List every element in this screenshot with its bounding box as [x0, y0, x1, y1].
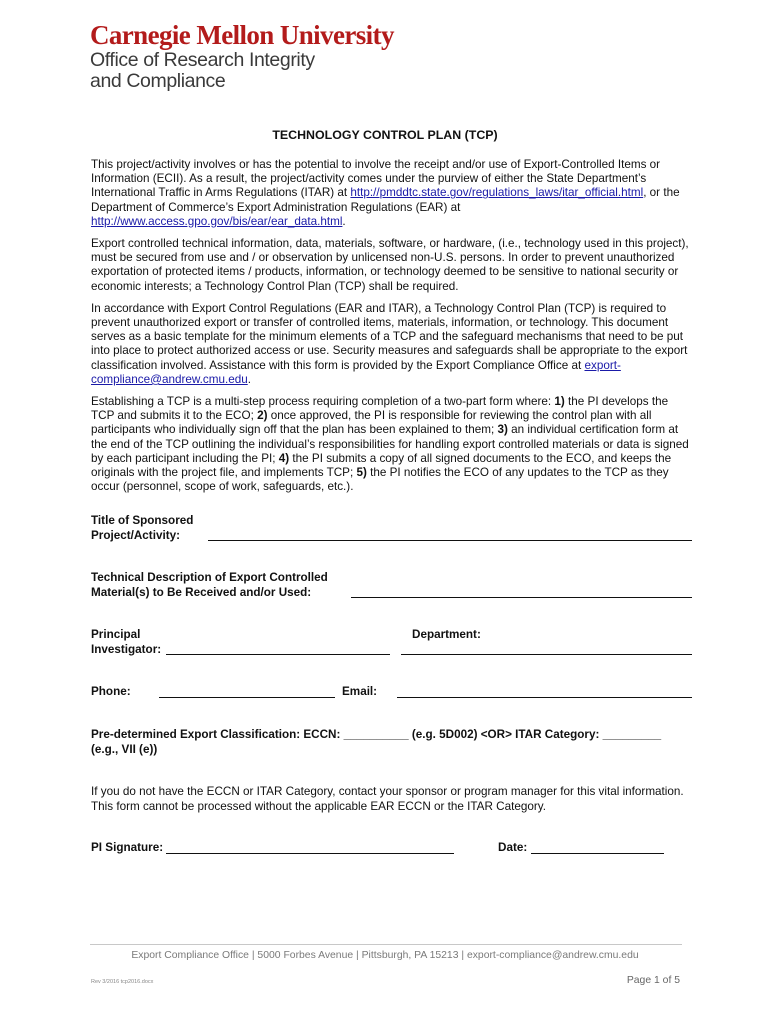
export-classification-line1[interactable]: Pre-determined Export Classification: ECCN: __________ (e.g. 5D002) <OR> ITAR Category: _________ [91, 728, 662, 741]
revision-note: Rev 3/2016 tcp2016.docx [91, 979, 154, 985]
export-classification-label [91, 728, 661, 757]
step-number: 5) [356, 466, 367, 480]
steps-text: the PI develops the TCP and submits it to the ECO; [91, 395, 669, 423]
document-title: TECHNOLOGY CONTROL PLAN (TCP) [272, 128, 498, 142]
step-number: 2) [257, 409, 268, 423]
project-title-label-line1: Title of Sponsored [91, 514, 194, 527]
paragraph-intro [91, 158, 691, 229]
office-line-2: and Compliance [90, 70, 226, 92]
footer-contact: Export Compliance Office | 5000 Forbes Avenue | Pittsburgh, PA 15213 | export-compliance@andrew.cmu.edu [131, 950, 639, 961]
paragraph-steps [91, 395, 691, 494]
date-label: Date: [498, 841, 528, 854]
intro-text-a: This project/activity involves or has the potential to involve the receipt and/or use of Export-Controlled Items or Information (ECII). As a result, the project/activity comes under the purview of either the State Department’s International Traffic in Arms Regulations (ITAR) at [91, 158, 661, 200]
compliance-email-link[interactable]: export-compliance@andrew.cmu.edu [91, 358, 621, 386]
ear-link[interactable]: http://www.access.gpo.gov/bis/ear/ear_data.html [91, 214, 343, 228]
step-number: 4) [278, 451, 290, 465]
pi-label-line2: Investigator: [91, 642, 162, 656]
email-field[interactable] [397, 697, 692, 698]
body-text [91, 158, 691, 502]
intro-text-b: , or the Department of Commerce’s Export Administration Regulations (EAR) at [91, 186, 680, 214]
project-title-label-line2: Project/Activity: [91, 528, 180, 542]
footer-divider [90, 944, 682, 945]
paragraph-security: Export controlled technical information, data, materials, software, or hardware, (i.e., technology used in this project), must be secured from use and / or observation by unlicensed non-U.S. persons. In order to prevent unauthorized exportation of protected items / products, information, or technology deemed to be sensitive to national security or economic interests; a Technology Control Plan (TCP) shall be required. [91, 237, 689, 293]
pi-label-line1: Principal [91, 628, 141, 641]
intro-text-c: . [342, 214, 346, 228]
email-label: Email: [342, 685, 378, 698]
project-title-label [91, 514, 193, 543]
accordance-text-a: In accordance with Export Control Regulations (EAR and ITAR), a Technology Control Plan (TCP) is required to prevent unauthorized export or transfer of controlled items, materials, information, or technology. This document serves as a basic template for the minimum elements of a TCP and the safeguard mechanisms that need to be put into place to protect authorized access or use. Security measures and safeguards shall be appropriate to the export classification involved. Assistance with this form is provided by the Export Compliance Office at [91, 301, 688, 372]
phone-label: Phone: [91, 685, 131, 698]
phone-field[interactable] [159, 697, 335, 698]
accordance-text-b: . [247, 372, 251, 386]
export-classification-line2: (e.g., VII (e)) [91, 742, 158, 756]
department-label: Department: [412, 628, 481, 641]
technical-description-label-line1: Technical Description of Export Controlled [91, 571, 328, 584]
date-field[interactable] [531, 853, 664, 854]
office-name [90, 50, 315, 92]
technical-description-field[interactable] [351, 597, 692, 598]
steps-text: Establishing a TCP is a multi-step process requiring completion of a two-part form where: [91, 395, 555, 409]
steps-text: the PI notifies the ECO of any updates to the TCP as they occur (personnel, scope of work, safeguards, etc.). [91, 466, 669, 494]
steps-text: an individual certification form at the end of the TCP outlining the individual’s responsibilities for handling export controlled materials or data is signed by each participant including the PI; [91, 423, 689, 465]
pi-signature-label: PI Signature: [91, 841, 164, 854]
university-logo: Carnegie Mellon University [90, 20, 394, 50]
paragraph-accordance [91, 302, 691, 387]
pi-signature-field[interactable] [166, 853, 454, 854]
department-field[interactable] [401, 654, 692, 655]
pi-label [91, 628, 161, 657]
step-number: 1) [554, 395, 565, 409]
steps-text: the PI submits a copy of all signed documents to the ECO, and keeps the originals with the project file, and implements TCP; [91, 451, 672, 480]
pi-field[interactable] [166, 654, 390, 655]
page-number: Page 1 of 5 [626, 975, 680, 986]
technical-description-label-line2: Material(s) to Be Received and/or Used: [91, 585, 312, 599]
classification-note: If you do not have the ECCN or ITAR Category, contact your sponsor or program manager for this vital information. This form cannot be processed without the applicable EAR ECCN or the ITAR Category. [91, 785, 684, 813]
project-title-field[interactable] [208, 540, 692, 541]
itar-link[interactable]: http://pmddtc.state.gov/regulations_laws/itar_official.html [350, 186, 644, 200]
step-number: 3) [497, 423, 508, 437]
technical-description-label [91, 571, 328, 600]
office-line-1: Office of Research Integrity [90, 49, 315, 71]
steps-text: once approved, the PI is responsible for reviewing the control plan with all participants who individually sign off that the plan has been explained to them; [91, 409, 652, 437]
